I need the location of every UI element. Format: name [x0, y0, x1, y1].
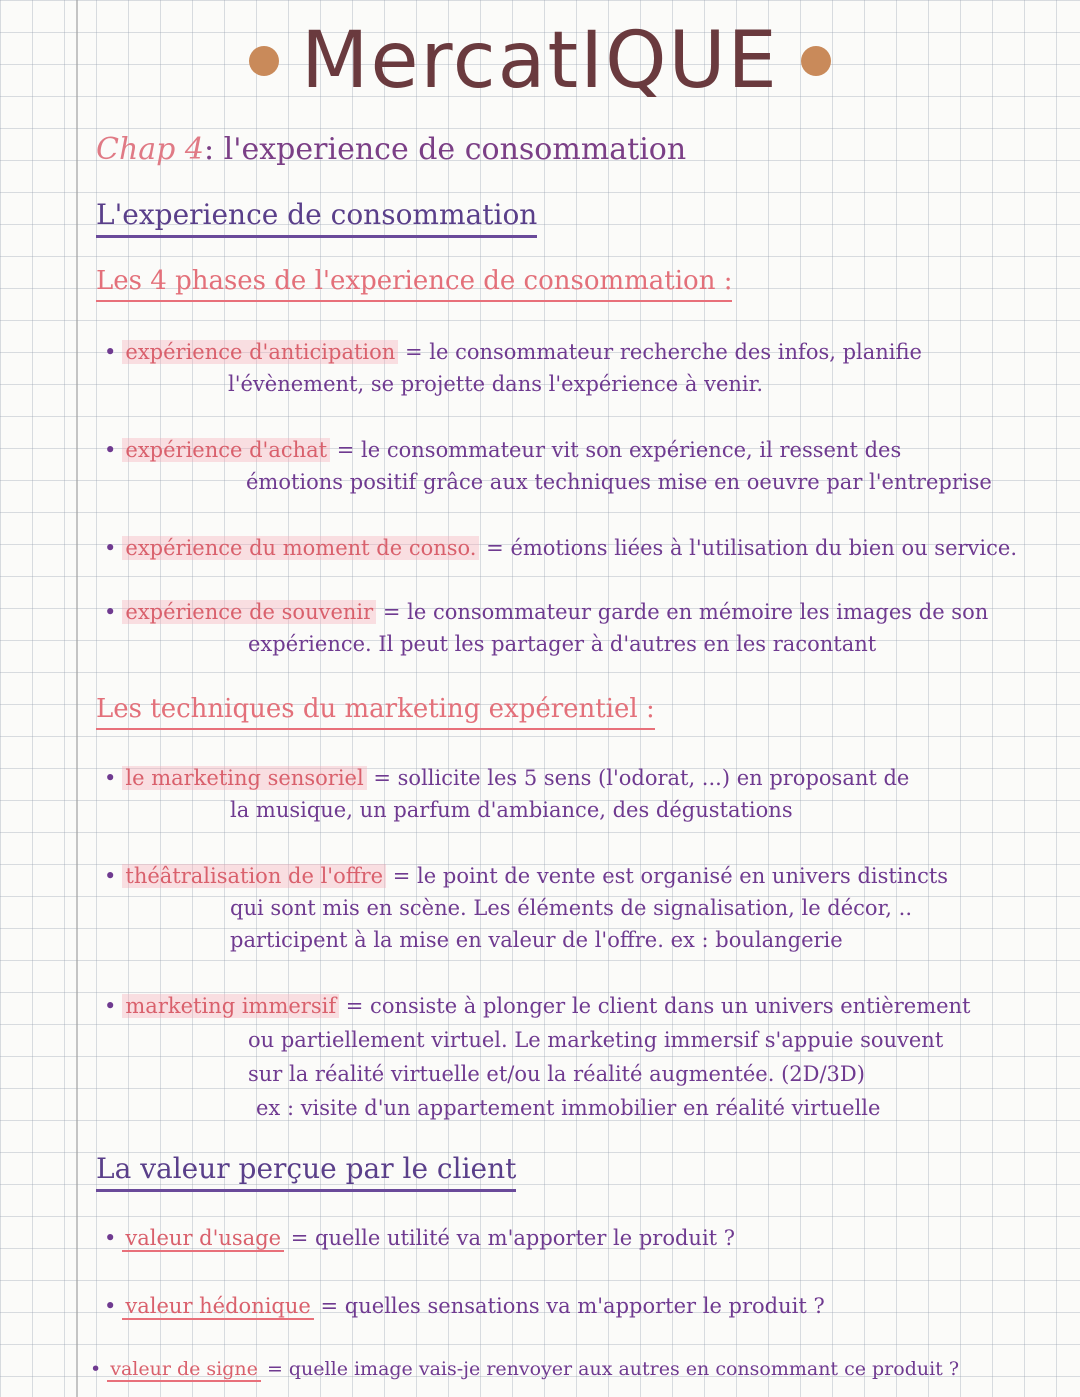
- list-item-valeur-usage: [104, 1226, 735, 1250]
- chapter-heading: [96, 132, 686, 167]
- bullet: •: [104, 766, 117, 790]
- term: expérience du moment de conso.: [122, 536, 479, 560]
- margin-line: [76, 0, 78, 1397]
- definition: = émotions liées à l'utilisation du bien ou service.: [486, 536, 1017, 560]
- list-item-continuation: sur la réalité virtuelle et/ou la réalité augmentée. (2D/3D): [248, 1062, 865, 1086]
- section-heading-valeur: La valeur perçue par le client: [96, 1152, 516, 1192]
- bullet: •: [104, 536, 117, 560]
- list-item-moment-conso: [104, 536, 1017, 560]
- bullet: •: [104, 864, 117, 888]
- section-heading-experience: L'experience de consommation: [96, 198, 537, 238]
- term: le marketing sensoriel: [122, 766, 366, 790]
- list-item-immersif: [104, 994, 971, 1018]
- list-item-continuation: qui sont mis en scène. Les éléments de signalisation, le décor, ..: [230, 896, 913, 920]
- term: théâtralisation de l'offre: [122, 864, 386, 888]
- definition: = quelles sensations va m'apporter le produit ?: [320, 1294, 825, 1318]
- list-item-theatralisation: [104, 864, 948, 888]
- title-dot-right: [801, 46, 831, 76]
- subheading-techniques: Les techniques du marketing expérentiel :: [96, 694, 655, 730]
- definition: = le consommateur garde en mémoire les images de son: [382, 600, 989, 624]
- bullet: •: [104, 1226, 117, 1250]
- term: expérience d'achat: [122, 438, 330, 462]
- list-item-continuation: participent à la mise en valeur de l'offre. ex : boulangerie: [230, 928, 843, 952]
- bullet: •: [104, 340, 117, 364]
- chapter-number: Chap 4: [96, 132, 204, 167]
- list-item-continuation: la musique, un parfum d'ambiance, des dégustations: [230, 798, 793, 822]
- list-item-continuation: expérience. Il peut les partager à d'autres en les racontant: [248, 632, 877, 656]
- definition: = le consommateur recherche des infos, planifie: [404, 340, 922, 364]
- list-item-valeur-hedonique: [104, 1294, 825, 1318]
- title-dot-left: [249, 46, 279, 76]
- list-item-continuation: l'évènement, se projette dans l'expérience à venir.: [228, 372, 764, 396]
- page-title: MercatIQUE: [301, 16, 779, 106]
- list-item-continuation: émotions positif grâce aux techniques mise en oeuvre par l'entreprise: [246, 470, 992, 494]
- bullet: •: [104, 600, 117, 624]
- definition: = quelle utilité va m'apporter le produit ?: [290, 1226, 736, 1250]
- title-row: [0, 6, 1080, 116]
- list-item-continuation: ex : visite d'un appartement immobilier en réalité virtuelle: [256, 1096, 881, 1120]
- bullet: •: [90, 1358, 102, 1380]
- term: marketing immersif: [122, 994, 339, 1018]
- subheading-phases: Les 4 phases de l'experience de consommation :: [96, 266, 732, 302]
- list-item-souvenir: [104, 600, 988, 624]
- term: valeur de signe: [107, 1358, 261, 1382]
- bullet: •: [104, 438, 117, 462]
- definition: = le point de vente est organisé en univers distincts: [392, 864, 949, 888]
- term: expérience de souvenir: [122, 600, 376, 624]
- term: expérience d'anticipation: [122, 340, 398, 364]
- term: valeur hédonique: [122, 1294, 313, 1320]
- definition: = sollicite les 5 sens (l'odorat, ...) en proposant de: [373, 766, 910, 790]
- list-item-achat: [104, 438, 901, 462]
- definition: = quelle image vais-je renvoyer aux autres en consommant ce produit ?: [266, 1358, 960, 1380]
- list-item-valeur-signe: [90, 1358, 959, 1380]
- list-item-sensoriel: [104, 766, 909, 790]
- list-item-anticipation: [104, 340, 922, 364]
- bullet: •: [104, 994, 117, 1018]
- chapter-sep: :: [204, 132, 224, 167]
- chapter-title: l'experience de consommation: [223, 132, 687, 167]
- bullet: •: [104, 1294, 117, 1318]
- definition: = consiste à plonger le client dans un univers entièrement: [345, 994, 971, 1018]
- list-item-continuation: ou partiellement virtuel. Le marketing immersif s'appuie souvent: [248, 1028, 944, 1052]
- term: valeur d'usage: [122, 1226, 284, 1252]
- definition: = le consommateur vit son expérience, il ressent des: [336, 438, 902, 462]
